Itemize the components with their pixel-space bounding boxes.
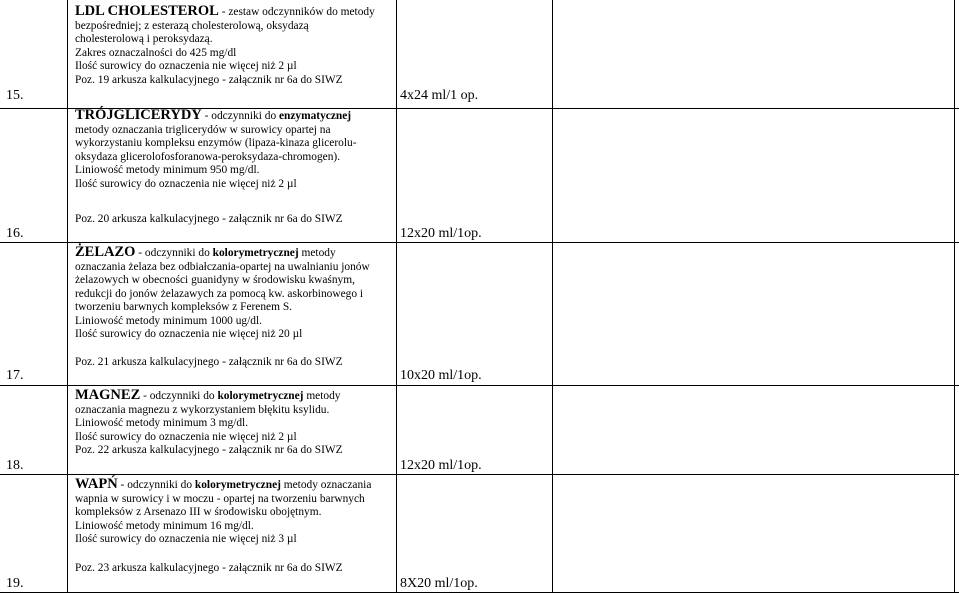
description-cell-zelazo [75,244,393,341]
column-divider [552,0,553,593]
reference-line: Poz. 22 arkusza kalkulacyjnego - załącznik nr 6a do SIWZ [75,444,343,457]
description-line: wapnia w surowicy i w moczu - opartej na tworzeniu barwnych [75,493,365,505]
column-divider [67,0,68,593]
description-line: metody oznaczania triglicerydów w surowicy opartej na [75,124,331,136]
row-number: 17. [6,368,24,383]
description-line: Ilość surowicy do oznaczenia nie więcej niż 2 µl [75,177,297,190]
description-line: Ilość surowicy do oznaczenia nie więcej niż 2 µl [75,60,297,73]
quantity-cell: 12x20 ml/1op. [400,458,482,473]
description-line: cholesterolową i peroksydazą. [75,33,213,46]
row-number: 16. [6,226,24,241]
column-divider [396,0,397,593]
item-title-line: LDL CHOLESTEROL - zestaw odczynników do metody [75,3,375,19]
column-divider [954,0,955,593]
description-line: kompleksów z Arsenazo III w środowisku obojętnym. [75,506,322,519]
item-title-line: MAGNEZ - odczynniki do kolorymetrycznej metody [75,387,341,403]
description-line: Liniowość metody minimum 1000 ug/dl. [75,314,262,327]
description-line: Liniowość metody minimum 16 mg/dl. [75,519,254,532]
description-line: Liniowość metody minimum 3 mg/dl. [75,417,249,430]
description-line: oznaczania magnezu z wykorzystaniem błękitu ksylidu. [75,404,330,416]
description-line: Ilość surowicy do oznaczenia nie więcej niż 20 µl [75,328,303,341]
quantity-cell: 4x24 ml/1 op. [400,88,479,103]
item-title-line: TRÓJGLICERYDY - odczynniki do enzymatycznej [75,107,352,123]
description-line: redukcji do jonów żelazawych za pomocą kw. askorbinowego i [75,287,364,300]
description-cell-ldl [75,3,393,87]
description-line: Zakres oznaczalności do 425 mg/dl [75,46,237,59]
quantity-cell: 10x20 ml/1op. [400,368,482,383]
description-cell-magnez [75,387,393,458]
description-line: tworzeniu barwnych kompleksów z Ferenem S. [75,301,293,314]
row-number: 18. [6,458,24,473]
reference-line: Poz. 21 arkusza kalkulacyjnego - załącznik nr 6a do SIWZ [75,356,343,368]
description-line: Ilość surowicy do oznaczenia nie więcej niż 3 µl [75,533,297,546]
description-line: oznaczania żelaza bez odbiałczania-opartej na uwalnianiu jonów [75,261,370,273]
reference-line: Poz. 20 arkusza kalkulacyjnego - załącznik nr 6a do SIWZ [75,213,343,225]
description-line: Ilość surowicy do oznaczenia nie więcej niż 2 µl [75,430,297,443]
row-divider [0,474,959,475]
description-cell-trojglicerydy [75,107,393,191]
quantity-cell: 8X20 ml/1op. [400,576,478,591]
description-line: żelazowych w obecności guanidyny w środowisku kwaśnym, [75,274,355,287]
description-line: wykorzystaniu kompleksu enzymów (lipaza-kinaza glicerolu- [75,137,357,150]
description-cell-wapn [75,476,393,547]
reference-line: Poz. 19 arkusza kalkulacyjnego - załącznik nr 6a do SIWZ [75,73,343,86]
row-divider [0,242,959,243]
row-divider [0,385,959,386]
description-line: Liniowość metody minimum 950 mg/dl. [75,164,260,177]
item-title-line: ŻELAZO - odczynniki do kolorymetrycznej metody [75,244,336,260]
item-title-line: WAPŃ - odczynniki do kolorymetrycznej metody oznaczania [75,476,372,492]
reference-line: Poz. 23 arkusza kalkulacyjnego - załącznik nr 6a do SIWZ [75,562,343,574]
row-number: 19. [6,576,24,591]
quantity-cell: 12x20 ml/1op. [400,226,482,241]
description-line: bezpośredniej; z esterazą cholesterolową, oksydazą [75,20,309,32]
description-line: oksydaza glicerolofosforanowa-peroksydaza-chromogen). [75,150,341,163]
row-number: 15. [6,88,24,103]
